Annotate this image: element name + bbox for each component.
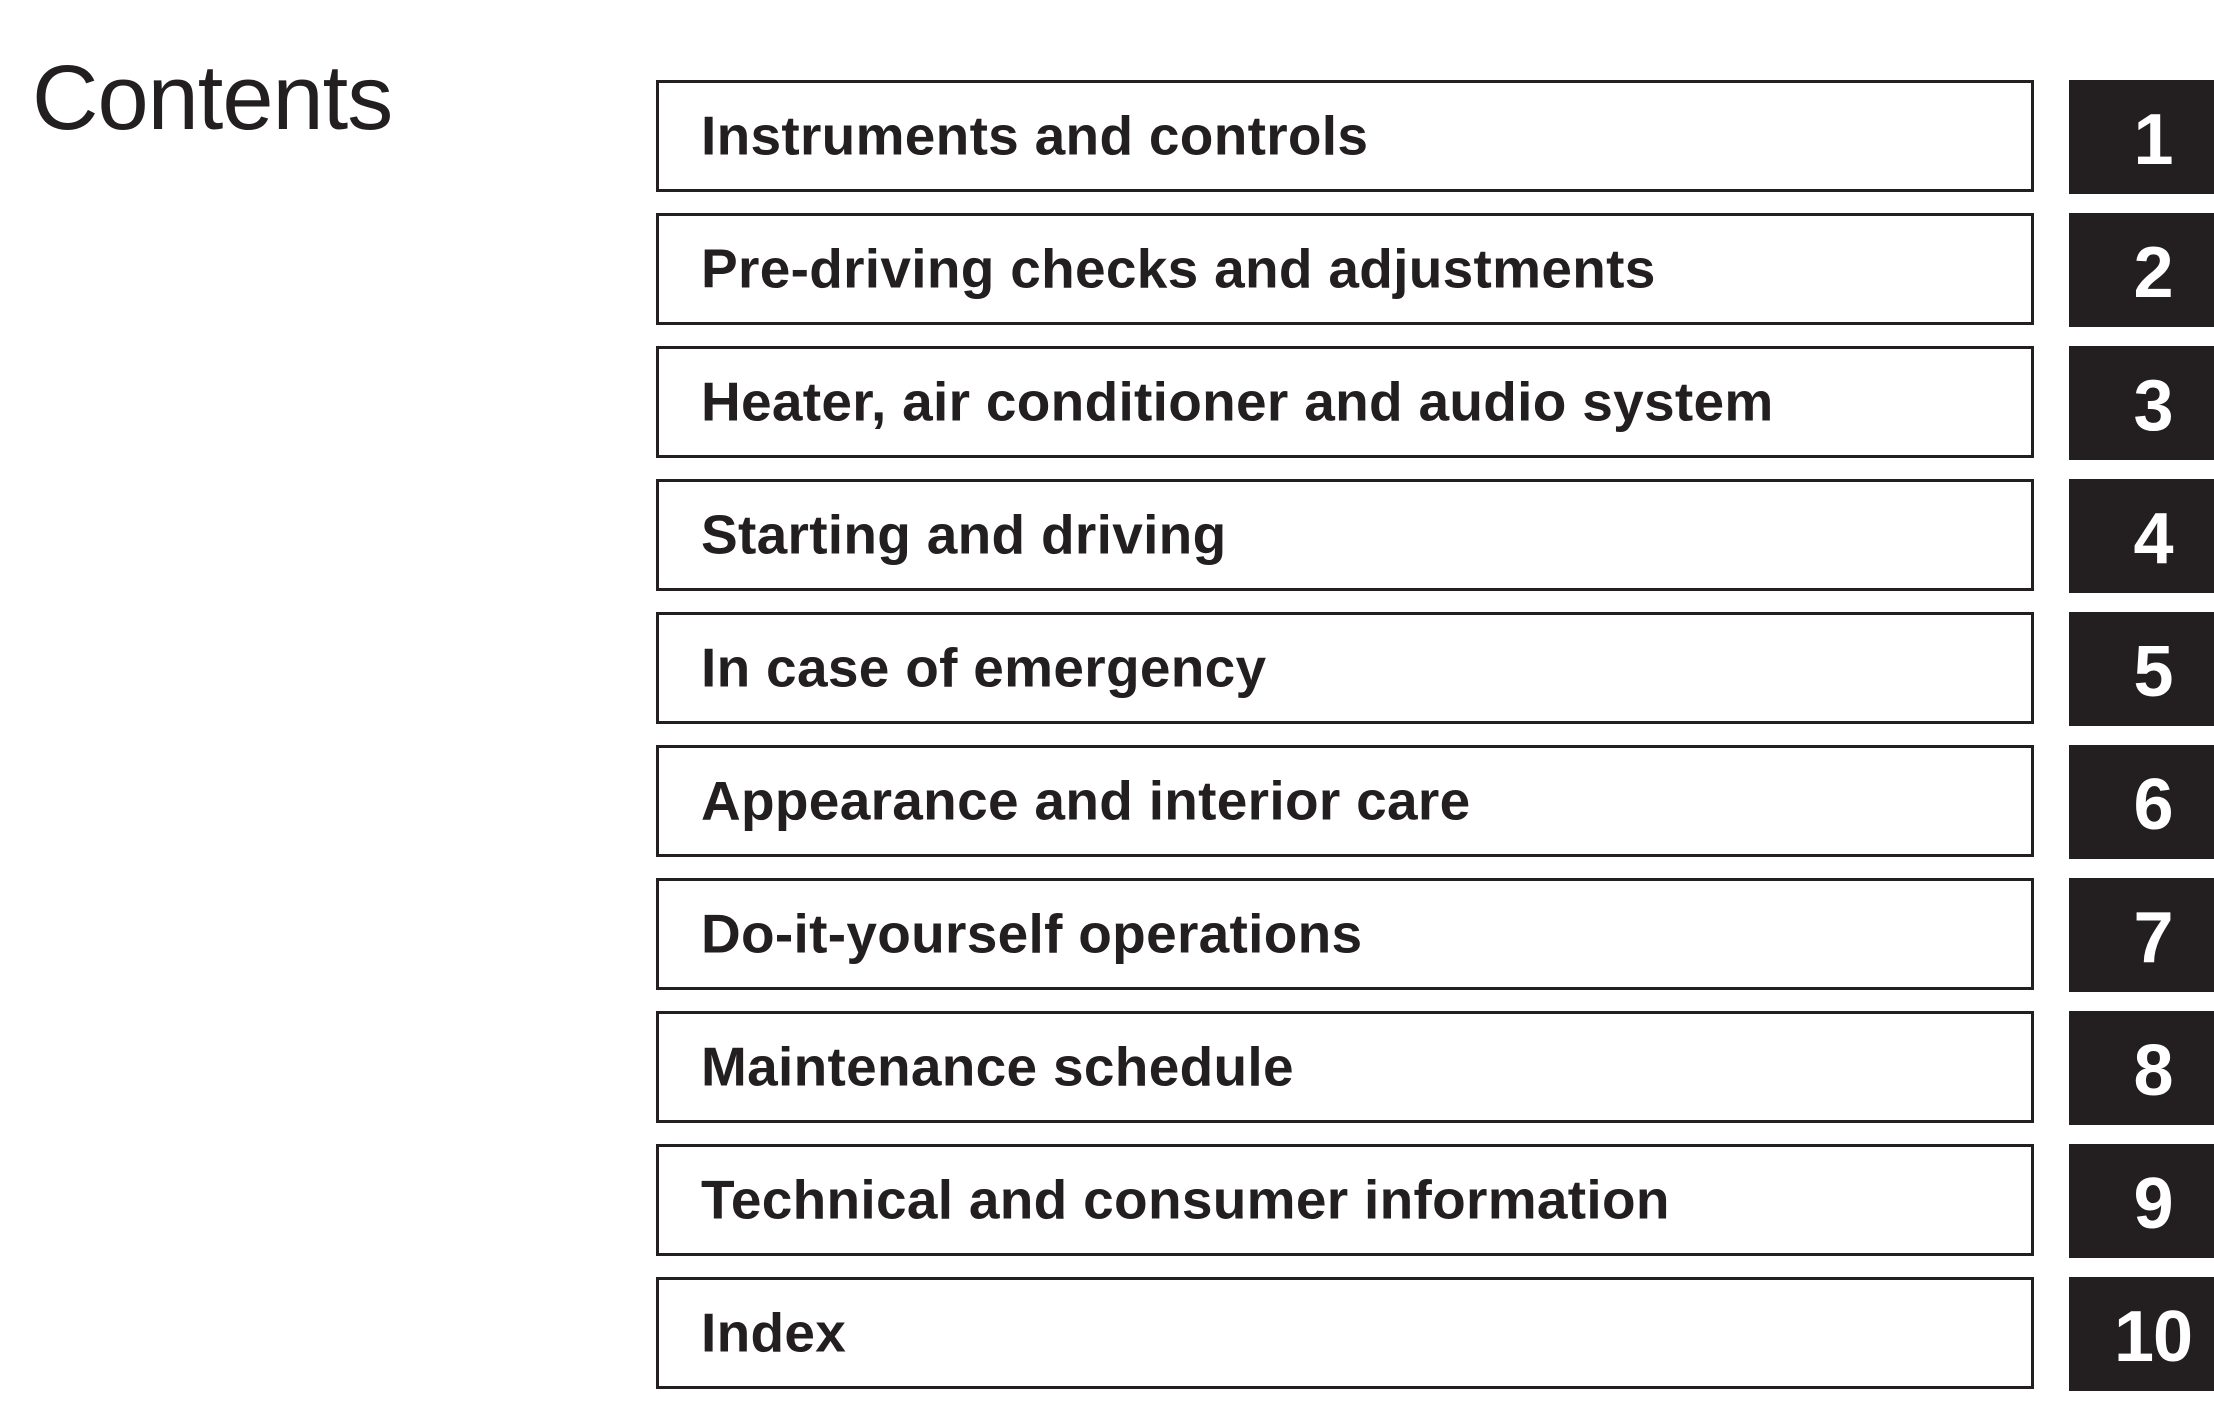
chapter-tab-9[interactable] xyxy=(2069,1144,2214,1258)
chapter-link-in-case-of-emergency[interactable] xyxy=(656,612,2034,724)
chapter-link-maintenance-schedule[interactable] xyxy=(656,1011,2034,1123)
chapter-number: 2 xyxy=(2133,232,2173,313)
chapter-link-technical-and-consumer-information[interactable] xyxy=(656,1144,2034,1256)
chapter-title: Do-it-yourself operations xyxy=(701,902,1363,965)
chapter-tab-3[interactable] xyxy=(2069,346,2214,460)
chapter-title: Maintenance schedule xyxy=(701,1035,1294,1098)
chapter-tab-4[interactable] xyxy=(2069,479,2214,593)
toc-entry-pre-driving-checks xyxy=(0,213,2214,325)
chapter-link-starting-and-driving[interactable] xyxy=(656,479,2034,591)
chapter-number: 4 xyxy=(2133,498,2173,579)
chapter-tab-2[interactable] xyxy=(2069,213,2214,327)
chapter-title: Appearance and interior care xyxy=(701,769,1471,832)
chapter-link-do-it-yourself-operations[interactable] xyxy=(656,878,2034,990)
toc-entry-starting-and-driving xyxy=(0,479,2214,591)
chapter-title: Pre-driving checks and adjustments xyxy=(701,237,1656,300)
toc-entry-in-case-of-emergency xyxy=(0,612,2214,724)
toc-entry-maintenance-schedule xyxy=(0,1011,2214,1123)
chapter-tab-10[interactable] xyxy=(2069,1277,2214,1391)
chapter-number: 3 xyxy=(2133,365,2173,446)
chapter-number: 10 xyxy=(2113,1296,2193,1377)
chapter-title: Starting and driving xyxy=(701,503,1227,566)
toc-entry-heater-air-audio xyxy=(0,346,2214,458)
toc-entry-appearance-and-interior-care xyxy=(0,745,2214,857)
chapter-tab-7[interactable] xyxy=(2069,878,2214,992)
chapter-tab-6[interactable] xyxy=(2069,745,2214,859)
chapter-link-pre-driving-checks[interactable] xyxy=(656,213,2034,325)
toc-entry-do-it-yourself-operations xyxy=(0,878,2214,990)
toc-entry-technical-and-consumer-information xyxy=(0,1144,2214,1256)
chapter-link-appearance-and-interior-care[interactable] xyxy=(656,745,2034,857)
chapter-title: Technical and consumer information xyxy=(701,1168,1670,1231)
chapter-link-instruments-and-controls[interactable] xyxy=(656,80,2034,192)
chapter-number: 9 xyxy=(2133,1163,2173,1244)
chapter-title: Instruments and controls xyxy=(701,104,1369,167)
chapter-link-heater-air-audio[interactable] xyxy=(656,346,2034,458)
chapter-tab-8[interactable] xyxy=(2069,1011,2214,1125)
chapter-title: In case of emergency xyxy=(701,636,1267,699)
chapter-link-index[interactable] xyxy=(656,1277,2034,1389)
chapter-number: 7 xyxy=(2133,897,2173,978)
chapter-tab-1[interactable] xyxy=(2069,80,2214,194)
toc-entry-instruments-and-controls xyxy=(0,80,2214,192)
page-title: Contents xyxy=(32,47,393,149)
chapter-number: 5 xyxy=(2133,631,2173,712)
chapter-number: 1 xyxy=(2133,99,2173,180)
chapter-tab-5[interactable] xyxy=(2069,612,2214,726)
chapter-number: 6 xyxy=(2133,764,2173,845)
toc-entry-index xyxy=(0,1277,2214,1389)
chapter-title: Heater, air conditioner and audio system xyxy=(701,370,1774,433)
chapter-title: Index xyxy=(701,1301,847,1364)
chapter-number: 8 xyxy=(2133,1030,2173,1111)
